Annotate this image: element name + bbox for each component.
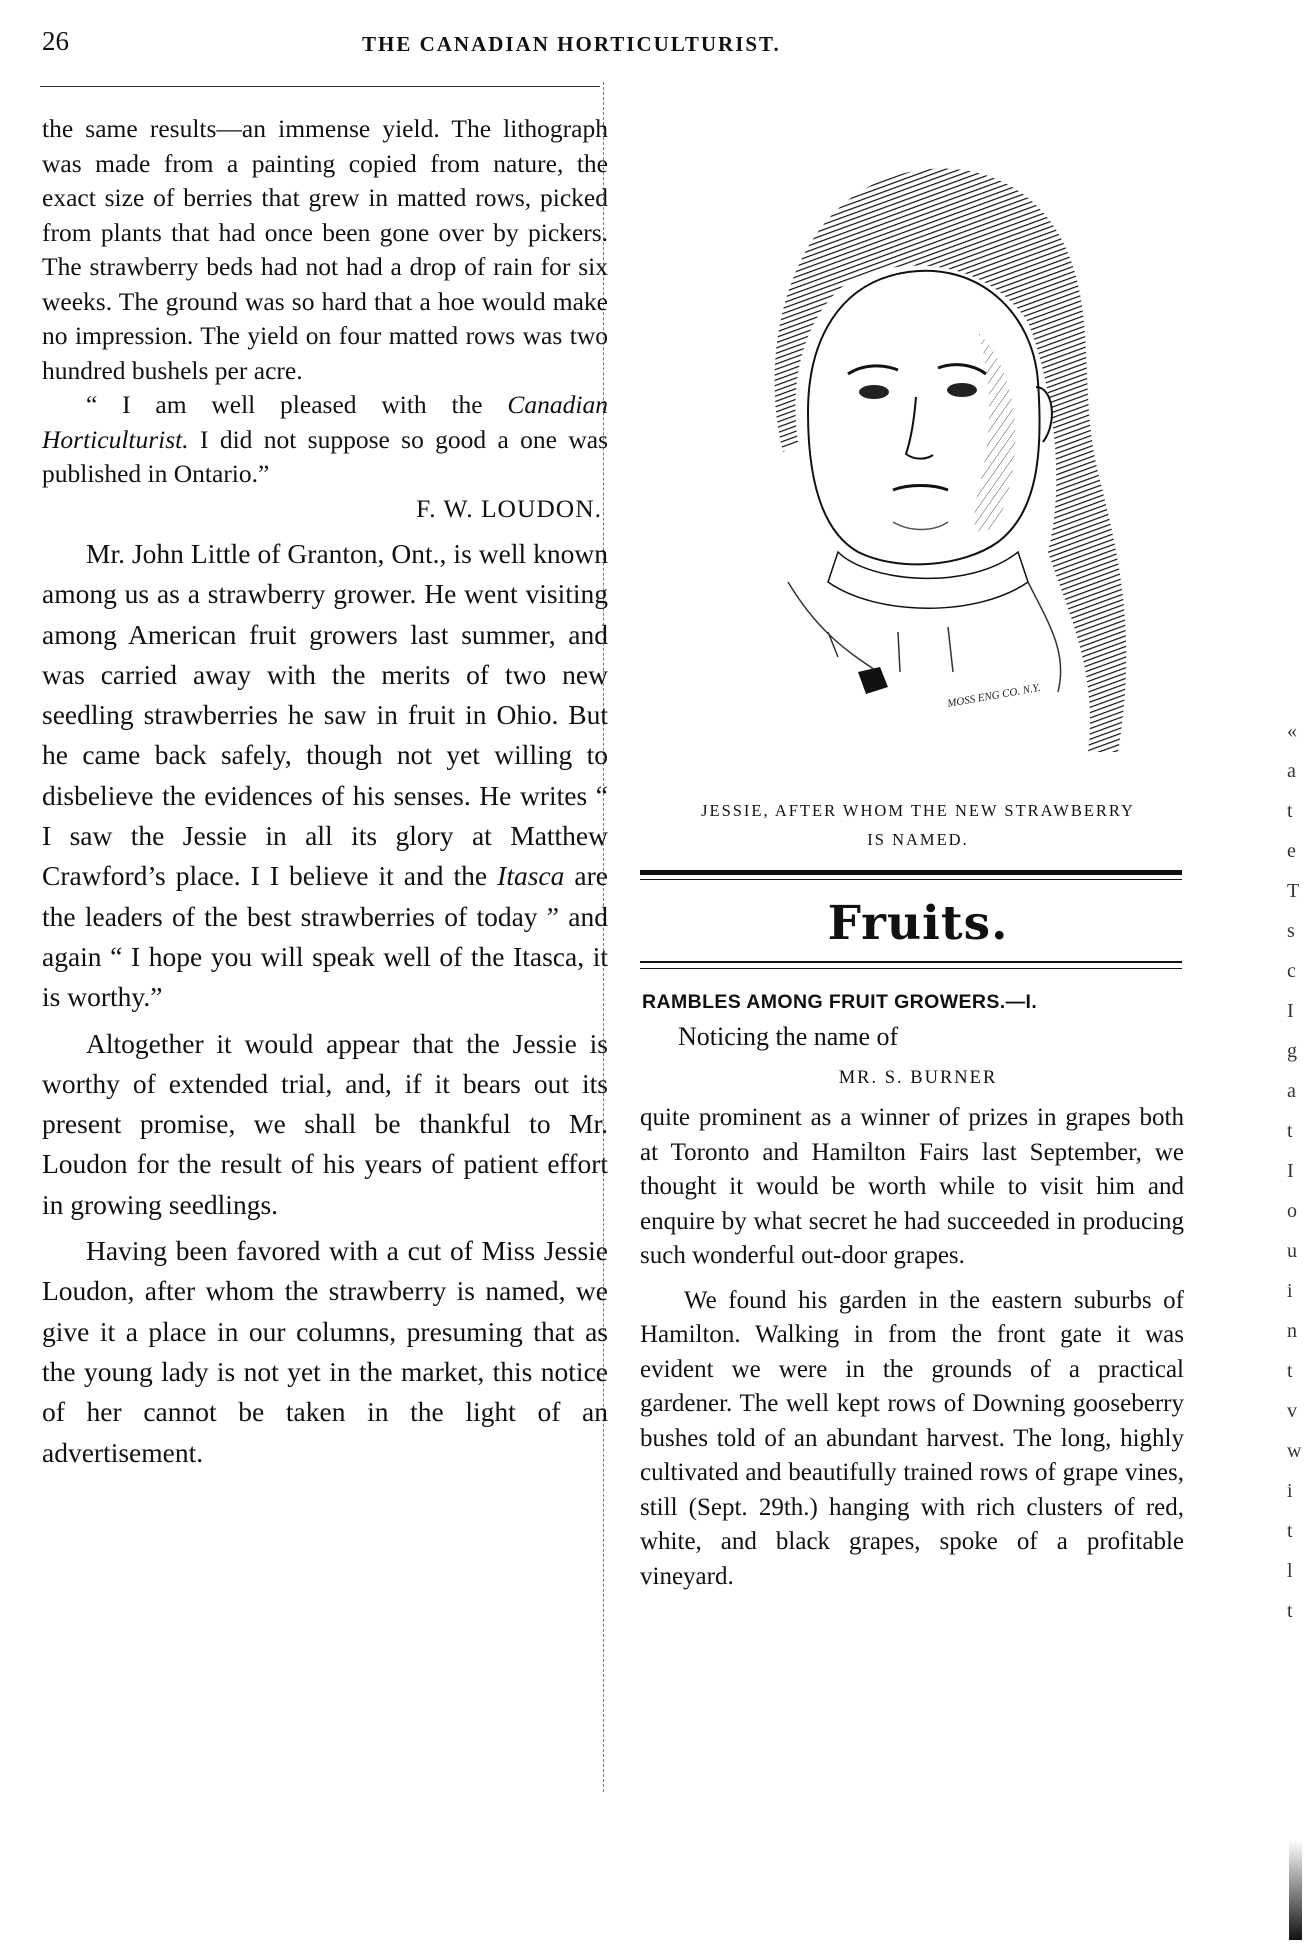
edge-fragment: i bbox=[1287, 1480, 1293, 1502]
binding-edge-mark bbox=[1289, 1840, 1302, 1940]
edge-fragment: e bbox=[1287, 840, 1296, 862]
edge-fragment: t bbox=[1287, 800, 1293, 822]
edge-fragment: w bbox=[1287, 1440, 1302, 1462]
edge-fragment: c bbox=[1287, 960, 1296, 982]
edge-fragment: T bbox=[1287, 880, 1300, 902]
edge-fragment: t bbox=[1287, 1600, 1293, 1622]
running-title: THE CANADIAN HORTICULTURIST. bbox=[362, 32, 781, 56]
edge-fragment: v bbox=[1287, 1400, 1297, 1422]
edge-fragment: s bbox=[1287, 920, 1295, 942]
caption-line: IS NAMED. bbox=[867, 830, 969, 849]
page-number: 26 bbox=[42, 26, 69, 56]
edge-fragment: o bbox=[1287, 1200, 1297, 1222]
variety-name: Itasca bbox=[497, 860, 565, 892]
edge-fragment: t bbox=[1287, 1520, 1293, 1542]
edge-fragment: a bbox=[1287, 1080, 1296, 1102]
journal-name: Canadian Horticulturist. bbox=[42, 390, 608, 454]
body-paragraph: the same results—an immense yield. The lithograph was made from a painting copied from nature, the exact size of berries that grew in matted rows, picked from plants that had once been gone over by pickers. The strawberry beds had not had a drop of rain for six weeks. The ground was so hard that a hoe would make no impression. The yield on four matted rows was two hundred bushels per acre. bbox=[42, 114, 608, 385]
signature: F. W. LOUDON. bbox=[416, 493, 602, 523]
edge-fragment: t bbox=[1287, 1360, 1293, 1382]
edge-fragment: « bbox=[1287, 720, 1297, 742]
adjacent-page-fragments bbox=[1287, 720, 1304, 1640]
edge-fragment: l bbox=[1287, 1560, 1293, 1582]
edge-fragment: n bbox=[1287, 1320, 1297, 1342]
paragraph-text: are the leaders of the best strawberries of today ” and again “ I hope you will speak well of the Itasca, it is worthy.” bbox=[42, 860, 608, 1013]
testimonial-quote bbox=[42, 388, 608, 492]
ribbon bbox=[858, 667, 888, 694]
edge-fragment: g bbox=[1287, 1040, 1297, 1062]
intro-line: Noticing the name of bbox=[678, 1022, 899, 1051]
body-paragraph: Having been favored with a cut of Miss Jessie Loudon, after whom the strawberry is named, we give it a place in our columns, presuming that as the young lady is not yet in the market, this notice of her cannot be taken in the light of an advertisement. bbox=[42, 1235, 608, 1468]
section-rule bbox=[640, 870, 1182, 875]
edge-fragment: u bbox=[1287, 1240, 1297, 1262]
engraver-mark: MOSS ENG CO. N.Y. bbox=[946, 681, 1042, 710]
body-paragraph: quite prominent as a winner of prizes in grapes both at Toronto and Hamilton Fairs last September, we thought it would be worth while to visit him and enquire by what secret he had succeeded in producing such wonderful out-door grapes. bbox=[640, 1104, 1184, 1269]
body-paragraph: Altogether it would appear that the Jessie is worthy of extended trial, and, if it bears out its present promise, we shall be thankful to Mr. Loudon for the result of his years of patient effort in growing seedlings. bbox=[42, 1027, 608, 1220]
edge-fragment: i bbox=[1287, 1280, 1293, 1302]
portrait-caption bbox=[640, 796, 1196, 854]
page-header bbox=[0, 26, 1304, 66]
section-rule bbox=[640, 879, 1182, 880]
portrait-engraving bbox=[648, 112, 1188, 782]
section-rule bbox=[640, 961, 1182, 969]
caption-line: JESSIE, AFTER WHOM THE NEW STRAWBERRY bbox=[701, 801, 1135, 820]
edge-fragment: I bbox=[1287, 1160, 1294, 1182]
section-title: Fruits. bbox=[827, 896, 1009, 951]
quote-text: I did not suppose so good a one was published in Ontario.” bbox=[42, 424, 608, 488]
article-title: RAMBLES AMONG FRUIT GROWERS.—I. bbox=[642, 991, 1038, 1013]
body-paragraph bbox=[42, 534, 608, 1018]
header-rule bbox=[40, 86, 600, 87]
name-line: MR. S. BURNER bbox=[838, 1068, 998, 1088]
right-column bbox=[640, 112, 1196, 1594]
body-paragraph: We found his garden in the eastern suburbs of Hamilton. Walking in from the front gate it was evident we were in the grounds of a practical gardener. The well kept rows of Downing gooseberry bushes told of an abundant harvest. The long, highly cultivated and beautifully trained rows of grape vines, still (Sept. 29th.) hanging with rich clusters of red, white, and black grapes, spoke of a profitable vineyard. bbox=[640, 1286, 1184, 1590]
quote-text: “ I am well pleased with the bbox=[86, 390, 508, 419]
left-eye bbox=[859, 385, 889, 399]
paragraph-text: Mr. John Little of Granton, Ont., is well known among us as a strawberry grower. He went visiting among American fruit growers last summer, and was carried away with the merits of two new seedling strawberries he saw in fruit in Ohio. But he came back safely, though not yet willing to disbelieve the evidences of his senses. He writes “ I saw the Jessie in all its glory at Matthew Crawford’s place. I I believe it and the bbox=[42, 538, 608, 892]
edge-fragment: t bbox=[1287, 1120, 1293, 1142]
edge-fragment: a bbox=[1287, 760, 1296, 782]
right-eye bbox=[947, 383, 977, 397]
left-column bbox=[42, 112, 608, 1473]
edge-fragment: I bbox=[1287, 1000, 1294, 1022]
